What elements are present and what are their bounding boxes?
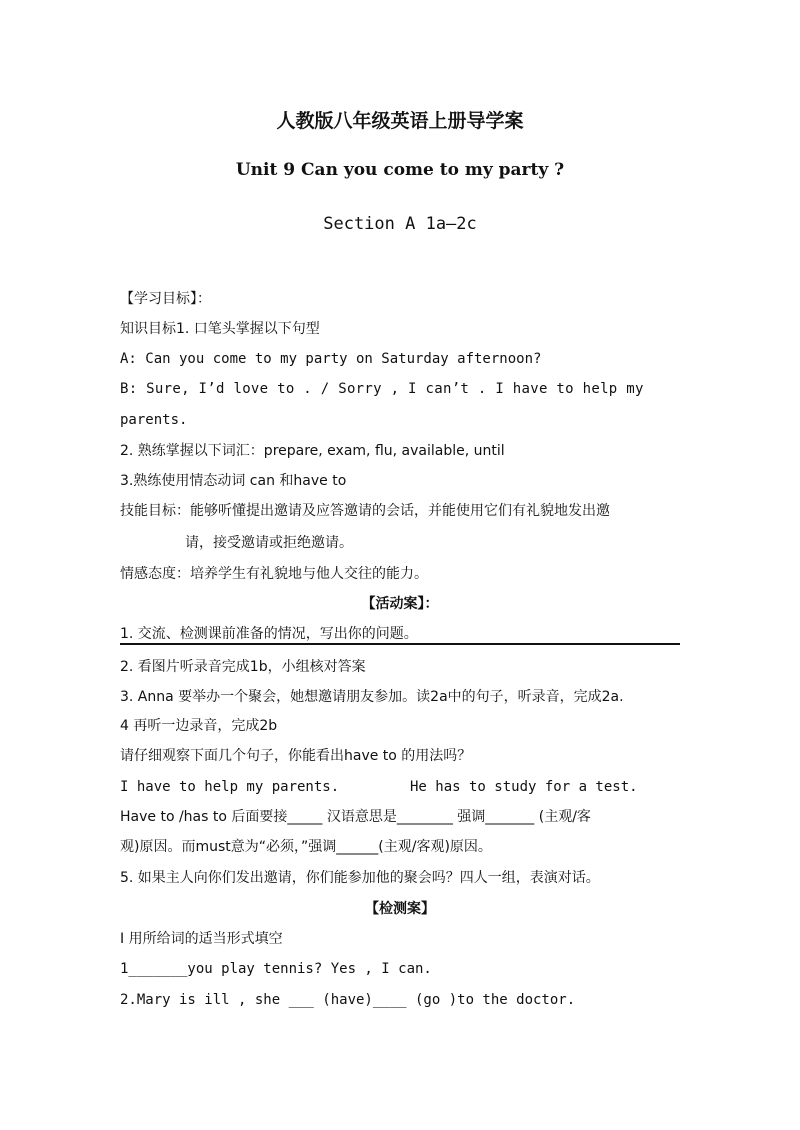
section-title: Section A 1a—2c xyxy=(323,214,477,234)
activity-item-4: 4 再听一边录音，完成2b xyxy=(120,718,278,734)
activity-item-2: 2. 看图片听录音完成1b，小组核对答案 xyxy=(120,659,366,675)
sentence-b-line2: parents. xyxy=(120,412,188,428)
activity-heading: 【活动案】： xyxy=(361,596,439,612)
question-2: 2.Mary is ill , she ___ (have)____ (go )to the doctor. xyxy=(120,992,576,1008)
check-part-title: I 用所给词的适当形式填空 xyxy=(120,931,283,947)
skill-objective-line1: 技能目标：能够听懂提出邀请及应答邀请的会话，并能使用它们有礼貌地发出邀 xyxy=(120,503,610,519)
example-sentence-2: He has to study for a test. xyxy=(410,779,638,795)
observe-prompt: 请仔细观察下面几个句子，你能看出have to 的用法吗？ xyxy=(120,748,472,764)
sentence-b-line1: B: Sure, I’d love to . / Sorry , I can’t . I have to help my xyxy=(120,381,644,397)
modal-objective: 3.熟练使用情态动词 can 和have to xyxy=(120,473,347,489)
activity-item-5: 5. 如果主人向你们发出邀请，你们能参加他的聚会吗？四人一组，表演对话。 xyxy=(120,870,600,886)
document-title: 人教版八年级英语上册导学案 xyxy=(276,110,524,132)
sentence-a: A: Can you come to my party on Saturday afternoon? xyxy=(120,351,542,367)
fill-blank-line1: Have to /has to 后面要接_____ 汉语意思是________ 强调_______ (主观/客 xyxy=(120,809,591,825)
skill-objective-line2: 请，接受邀请或拒绝邀请。 xyxy=(185,535,353,551)
question-1: 1_______you play tennis? Yes , I can. xyxy=(120,961,432,977)
unit-title: Unit 9 Can you come to my party ? xyxy=(235,160,565,180)
divider-line xyxy=(120,643,680,645)
activity-item-3: 3. Anna 要举办一个聚会，她想邀请朋友参加。读2a中的句子，听录音，完成2a. xyxy=(120,689,624,705)
emotion-objective: 情感态度：培养学生有礼貌地与他人交往的能力。 xyxy=(120,566,428,582)
knowledge-objective: 知识目标1. 口笔头掌握以下句型 xyxy=(120,321,320,337)
example-sentence-1: I have to help my parents. xyxy=(120,779,340,795)
vocab-objective: 2. 熟练掌握以下词汇：prepare, exam, flu, available, until xyxy=(120,443,505,459)
check-heading: 【检测案】 xyxy=(365,901,435,917)
fill-blank-line2: 观)原因。而must意为“必须，”强调______(主观/客观)原因。 xyxy=(120,839,492,855)
activity-item-1: 1. 交流、检测课前准备的情况，写出你的问题。 xyxy=(120,626,418,642)
objectives-heading: 【学习目标】： xyxy=(120,291,211,307)
